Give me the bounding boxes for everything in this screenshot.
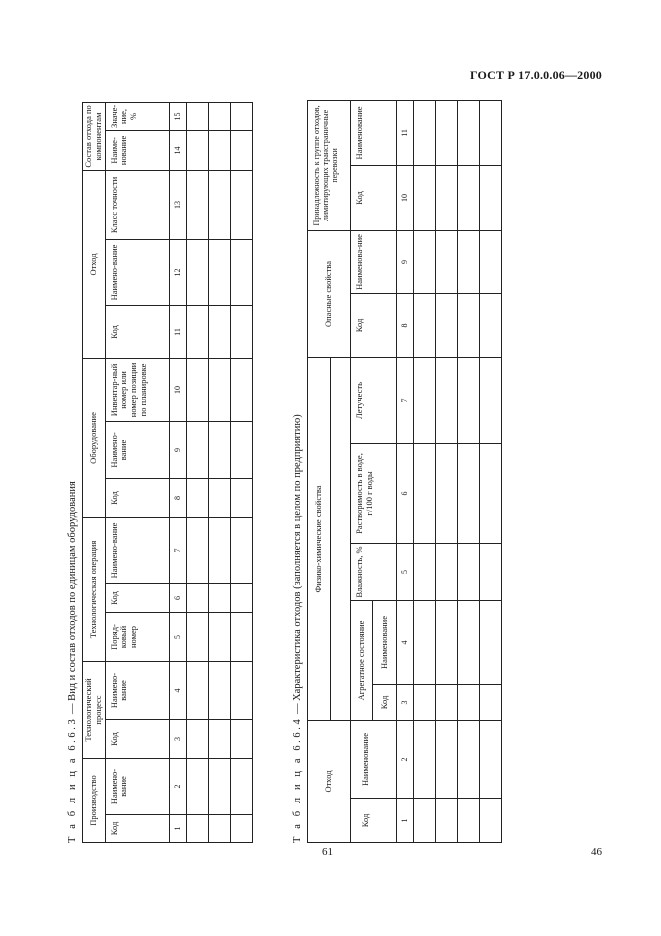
t664-col-9: Наименова-ние <box>351 230 397 293</box>
t664-num: 5 <box>397 543 414 600</box>
t663-num: 3 <box>169 720 186 759</box>
t663-number-row <box>169 102 186 842</box>
table-663-caption <box>66 102 80 843</box>
t664-group-aggregate: Агрегатное состояние <box>351 600 373 720</box>
page-number-left: 61 <box>322 846 333 858</box>
table-664 <box>307 100 502 843</box>
t663-group-process: Технологический процесс <box>83 661 106 758</box>
t664-col-6: Растворимость в воде, г/100 г воды <box>351 443 397 543</box>
t664-empty-row <box>458 100 480 842</box>
t663-num: 7 <box>169 517 186 583</box>
t664-group-physchem: Физико-химические свойства <box>308 357 331 720</box>
t664-col-2: Наименование <box>351 720 397 798</box>
t663-num: 6 <box>169 583 186 612</box>
table-664-block <box>291 100 502 843</box>
t663-col-2: Наимено-вание <box>105 759 169 815</box>
table-663 <box>82 102 253 843</box>
t664-col-10: Код <box>351 165 397 230</box>
t663-group-operation: Технологическая операция <box>83 517 106 661</box>
t663-col-12: Наимено-вание <box>105 239 169 305</box>
t664-col-7: Летучесть <box>351 357 397 443</box>
t664-empty-row <box>480 100 502 842</box>
t663-col-3: Код <box>105 720 169 759</box>
t664-num: 10 <box>397 165 414 230</box>
t664-group-waste: Отход <box>308 720 351 842</box>
t663-col-4: Наимено-вание <box>105 661 169 719</box>
table-664-caption-text: — Характеристика отходов (заполняется в целом по предприятию) <box>292 414 303 717</box>
table-663-block <box>66 102 253 843</box>
t664-num: 9 <box>397 230 414 293</box>
t664-num: 4 <box>397 600 414 684</box>
t663-col-10: Инвентар-ный номер или номер позиции по планировке <box>105 358 169 421</box>
t663-num: 12 <box>169 239 186 305</box>
document-code: ГОСТ Р 17.0.0.06—2000 <box>469 68 602 82</box>
t663-group-production: Производство <box>83 759 106 843</box>
table-664-caption-label: Т а б л и ц а 6.6.4 <box>292 716 303 843</box>
t663-group-equipment: Оборудование <box>83 358 106 517</box>
t664-num: 3 <box>397 684 414 720</box>
t663-col-9: Наимено-вание <box>105 421 169 478</box>
table-664-caption <box>291 100 305 843</box>
t663-empty-row <box>186 102 208 842</box>
t663-num: 2 <box>169 759 186 815</box>
t663-num: 11 <box>169 305 186 358</box>
t664-col-1: Код <box>351 799 397 843</box>
t663-num: 4 <box>169 661 186 719</box>
t664-number-row <box>397 100 414 842</box>
t664-col-3: Код <box>373 684 397 720</box>
t663-num: 14 <box>169 130 186 170</box>
table-663-caption-label: Т а б л и ц а 6.6.3 <box>67 716 78 843</box>
t664-group-membership: Принадлежность к группе отходов, лимитирующих трансграничные перевозки <box>308 100 351 230</box>
t664-empty-row <box>436 100 458 842</box>
t663-group-composition: Состав отхода по компонентам <box>83 102 106 170</box>
t663-col-5: Поряд-ковый номер <box>105 612 169 661</box>
t663-col-11: Код <box>105 305 169 358</box>
t663-col-15: Значе-ние, % <box>105 102 169 130</box>
t664-col-4: Наименование <box>373 600 397 684</box>
t664-empty-row <box>414 100 436 842</box>
t663-num: 13 <box>169 170 186 239</box>
t663-num: 5 <box>169 612 186 661</box>
t664-num: 6 <box>397 443 414 543</box>
t664-num: 8 <box>397 293 414 357</box>
t663-num: 9 <box>169 421 186 478</box>
table-663-caption-text: — Вид и состав отходов по единицам оборудования <box>67 481 78 717</box>
t663-empty-row <box>208 102 230 842</box>
t664-num: 11 <box>397 100 414 165</box>
t663-num: 8 <box>169 478 186 517</box>
t663-num: 1 <box>169 815 186 843</box>
t663-col-7: Наимено-вание <box>105 517 169 583</box>
t664-num: 2 <box>397 720 414 798</box>
t663-col-14: Наиме-нование <box>105 130 169 170</box>
page-number-right: 46 <box>591 846 602 858</box>
t663-empty-row <box>230 102 252 842</box>
t663-col-8: Код <box>105 478 169 517</box>
t663-col-13: Класс точности <box>105 170 169 239</box>
t664-group-hazard: Опасные свойства <box>308 230 351 357</box>
t663-num: 15 <box>169 102 186 130</box>
t663-num: 10 <box>169 358 186 421</box>
t664-num: 7 <box>397 357 414 443</box>
t664-num: 1 <box>397 799 414 843</box>
t664-col-5: Влажность, % <box>351 543 397 600</box>
t663-col-1: Код <box>105 815 169 843</box>
t663-group-waste: Отход <box>83 170 106 358</box>
t664-col-8: Код <box>351 293 397 357</box>
t664-col-11: Наименование <box>351 100 397 165</box>
t663-col-6: Код <box>105 583 169 612</box>
